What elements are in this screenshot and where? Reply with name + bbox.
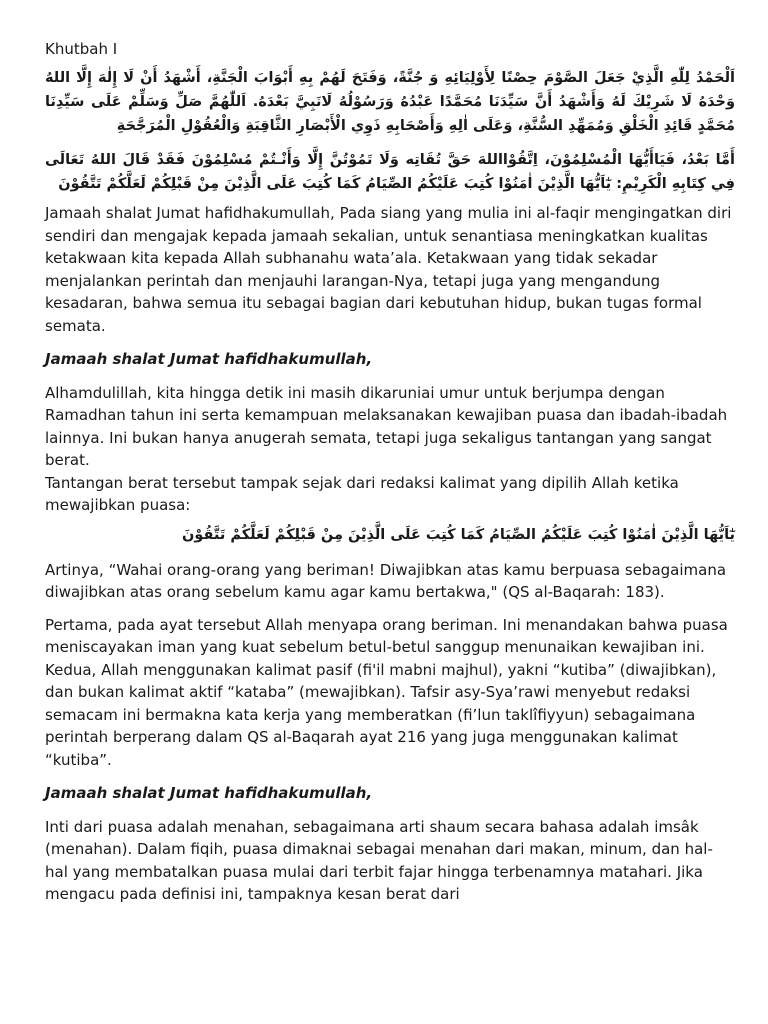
paragraph-pertama: Pertama, pada ayat tersebut Allah menyapa orang beriman. Ini menandakan bahwa puasa meniscayakan iman yang kuat sebelum betul-betul sanggup menunaikan kewajiban ini. Kedua, Allah menggunakan kalimat pasif (fi'il mabni majhul), yakni “kutiba” (diwajibkan), dan bukan kalimat aktif “kataba” (mewajibkan). Tafsir asy-Sya’rawi menyebut redaksi semacam ini bermakna kata kerja yang memberatkan (fi’lun taklîfiyyun) sebagaimana perintah berperang dalam QS al-Baqarah ayat 216 yang juga menggunakan kalimat “kutiba”.	[45, 615, 728, 769]
arabic-quran-verse: يٰٓاَيُّهَا الَّذِيْنَ اٰمَنُوْا كُتِبَ عَلَيْكُمُ الصِّيَامُ كَمَا كُتِبَ عَلَى الَّذِيْنَ مِنْ قَبْلِكُمْ لَعَلَّكُمْ تَتَّقُوْنَ	[182, 526, 735, 543]
arabic-opening-prayer: اَلْحَمْدُ لِلّٰهِ الَّذِيْ جَعَلَ الصَّوْمَ حِصْنًا لِأَوْلِيَائِهِ وَ جُنَّةً، وَفَتَحَ لَهُمْ بِهِ أَبْوَابَ الْجَنَّةِ، أَشْهَدُ أَنْ لَا إِلٰهَ إِلَّا اللهُ وَحْدَهُ لَا شَرِيْكَ لَهُ وَأَشْهَدُ أَنَّ سَيِّدَنَا مُحَمَّدًا عَبْدُهُ وَرَسُوْلُهُ لَانَبِيَّ بَعْدَهُ. اَللّٰهُمَّ صَلِّ وَسَلِّمْ عَلَى سَيِّدِنَا مُحَمَّدٍ قَائِدِ الْخَلْقِ وَمُمَهِّدِ السُّنَّةِ، وَعَلَى اٰلِهِ وَأَصْحَابِهِ ذَوِي الْأَبْصَارِ الثَّاقِبَةِ وَالْعُقُوْلِ الْمُرَجَّحَةِ	[45, 70, 735, 134]
paragraph-tantangan: Tantangan berat tersebut tampak sejak dari redaksi kalimat yang dipilih Allah ketika mewajibkan puasa:	[45, 473, 679, 514]
khutbah-heading: Khutbah I	[45, 40, 118, 58]
subheading-jamaah-1: Jamaah shalat Jumat hafidhakumullah,	[45, 350, 373, 368]
arabic-amma-badu: أَمَّا بَعْدُ، فَيَاأَيُّهَا الْمُسْلِمُوْنَ، اِتَّقُوْااللهَ حَقَّ تُقَاتِه وَلَا تَمُوْتُنَّ إِلَّا وَأَنْـتُمْ مُسْلِمُوْنَ فَقَدْ قَالَ اللهُ تَعَالَى فِي كِتَابِهِ الْكَرِيْمِ: يٰٓاَيُّهَا الَّذِيْنَ اٰمَنُوْا كُتِبَ عَلَيْكُمُ الصِّيَامُ كَمَا كُتِبَ عَلَى الَّذِيْنَ مِنْ قَبْلِكُمْ لَعَلَّكُمْ تَتَّقُوْنَ	[45, 152, 735, 192]
paragraph-intro: Jamaah shalat Jumat hafidhakumullah, Pada siang yang mulia ini al-faqir mengingatkan diri sendiri dan mengajak kepada jamaah sekalian, untuk senantiasa meningkatkan kualitas ketakwaan kita kepada Allah subhanahu wata’ala. Ketakwaan yang tidak sekadar menjalankan perintah dan menjauhi larangan-Nya, tetapi juga yang mengandung kesadaran, bahwa semua itu sebagai bagian dari kebutuhan hidup, bukan tugas formal semata.	[45, 204, 732, 335]
document-page	[45, 38, 735, 906]
paragraph-alhamdulillah: Alhamdulillah, kita hingga detik ini masih dikaruniai umur untuk berjumpa dengan Ramadhan tahun ini serta kemampuan melaksanakan kewajiban puasa dan ibadah-ibadah lainnya. Ini bukan hanya anugerah semata, tetapi juga sekaligus tantangan yang sangat berat.	[45, 383, 728, 469]
paragraph-artinya: Artinya, “Wahai orang-orang yang beriman! Diwajibkan atas kamu berpuasa sebagaimana diwajibkan atas orang sebelum kamu agar kamu bertakwa," (QS al-Baqarah: 183).	[45, 560, 727, 601]
subheading-jamaah-2: Jamaah shalat Jumat hafidhakumullah,	[45, 784, 373, 802]
paragraph-inti-puasa: Inti dari puasa adalah menahan, sebagaimana arti shaum secara bahasa adalah imsâk (menahan). Dalam fiqih, puasa dimaknai sebagai menahan dari makan, minum, dan hal-hal yang membatalkan puasa mulai dari terbit fajar hingga terbenamnya matahari. Jika mengacu pada definisi ini, tampaknya kesan berat dari	[45, 817, 713, 903]
